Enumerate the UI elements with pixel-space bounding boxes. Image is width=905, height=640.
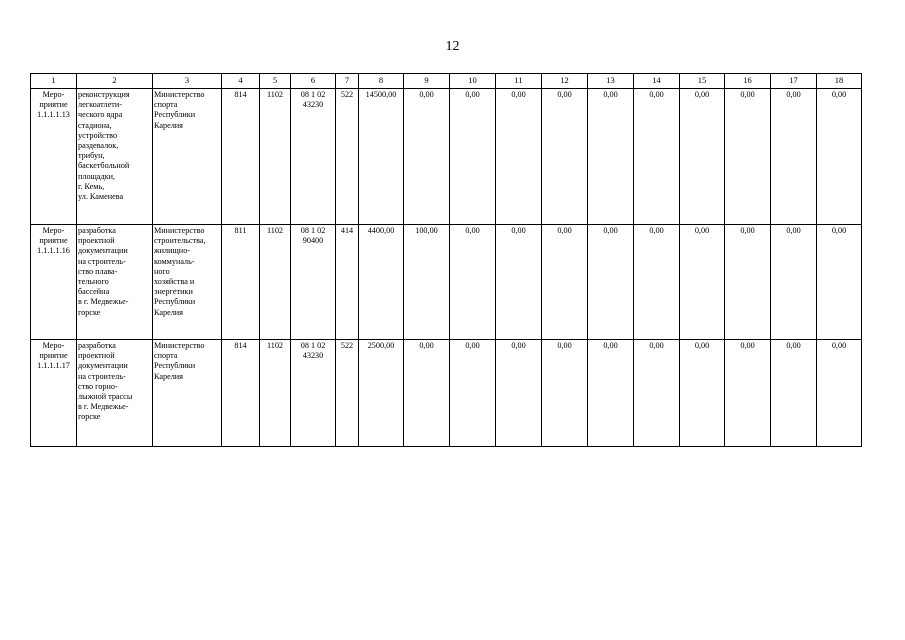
measure-id: Меро- приятие 1.1.1.1.17: [31, 340, 77, 447]
cell-col18: 0,00: [817, 340, 862, 447]
cell-col8: 4400,00: [359, 225, 404, 340]
measure-id: Меро- приятие 1.1.1.1.16: [31, 225, 77, 340]
cell-col14: 0,00: [634, 89, 680, 225]
cell-col7: 522: [336, 340, 359, 447]
cell-col13: 0,00: [588, 89, 634, 225]
measure-name: разработка проектной документации на строитель- ство горно- лыжной трассы в г. Медвежье- горске: [77, 340, 153, 447]
cell-col11: 0,00: [496, 89, 542, 225]
budget-table: [30, 73, 862, 447]
cell-col4: 811: [222, 225, 260, 340]
column-header: 4: [222, 74, 260, 89]
table-row: [31, 340, 862, 447]
column-header: 16: [725, 74, 771, 89]
executor: Министерство спорта Республики Карелия: [153, 89, 222, 225]
cell-col15: 0,00: [680, 225, 725, 340]
column-header: 7: [336, 74, 359, 89]
cell-col18: 0,00: [817, 89, 862, 225]
cell-col16: 0,00: [725, 340, 771, 447]
cell-col17: 0,00: [771, 340, 817, 447]
cell-col7: 522: [336, 89, 359, 225]
column-header: 10: [450, 74, 496, 89]
cell-col18: 0,00: [817, 225, 862, 340]
measure-name: разработка проектной документации на строитель- ство плава- тельного бассейна в г. Медвежье- горске: [77, 225, 153, 340]
column-header: 2: [77, 74, 153, 89]
cell-col12: 0,00: [542, 340, 588, 447]
cell-col9: 100,00: [404, 225, 450, 340]
measure-name: реконструкция легкоатлети- ческого ядра стадиона, устройство раздевалок, трибун, баскетбольной площадки, г. Кемь, ул. Каменева: [77, 89, 153, 225]
executor: Министерство спорта Республики Карелия: [153, 340, 222, 447]
column-header: 18: [817, 74, 862, 89]
cell-col9: 0,00: [404, 340, 450, 447]
cell-col14: 0,00: [634, 225, 680, 340]
cell-col10: 0,00: [450, 340, 496, 447]
page-number: 12: [445, 39, 460, 54]
cell-col13: 0,00: [588, 340, 634, 447]
table-row: [31, 89, 862, 225]
cell-col15: 0,00: [680, 340, 725, 447]
cell-col10: 0,00: [450, 89, 496, 225]
cell-col9: 0,00: [404, 89, 450, 225]
column-header: 12: [542, 74, 588, 89]
cell-col15: 0,00: [680, 89, 725, 225]
column-header: 1: [31, 74, 77, 89]
cell-col5: 1102: [260, 225, 291, 340]
column-header: 13: [588, 74, 634, 89]
cell-col8: 2500,00: [359, 340, 404, 447]
measure-id: Меро- приятие 1.1.1.1.13: [31, 89, 77, 225]
cell-col7: 414: [336, 225, 359, 340]
cell-col14: 0,00: [634, 340, 680, 447]
cell-col13: 0,00: [588, 225, 634, 340]
table-row: [31, 225, 862, 340]
column-header: 11: [496, 74, 542, 89]
cell-col11: 0,00: [496, 225, 542, 340]
cell-col8: 14500,00: [359, 89, 404, 225]
column-header: 8: [359, 74, 404, 89]
cell-col5: 1102: [260, 340, 291, 447]
column-header: 6: [291, 74, 336, 89]
column-header: 3: [153, 74, 222, 89]
cell-col4: 814: [222, 89, 260, 225]
cell-col12: 0,00: [542, 225, 588, 340]
cell-col11: 0,00: [496, 340, 542, 447]
cell-col10: 0,00: [450, 225, 496, 340]
cell-col6: 08 1 02 43230: [291, 89, 336, 225]
cell-col6: 08 1 02 43230: [291, 340, 336, 447]
cell-col6: 08 1 02 90400: [291, 225, 336, 340]
column-header: 9: [404, 74, 450, 89]
executor: Министерство строительства, жилищно- коммуналь- ного хозяйства и энергетики Республики Карелия: [153, 225, 222, 340]
cell-col5: 1102: [260, 89, 291, 225]
header-row: [31, 74, 862, 89]
column-header: 15: [680, 74, 725, 89]
cell-col4: 814: [222, 340, 260, 447]
column-header: 17: [771, 74, 817, 89]
cell-col12: 0,00: [542, 89, 588, 225]
cell-col16: 0,00: [725, 89, 771, 225]
column-header: 5: [260, 74, 291, 89]
cell-col17: 0,00: [771, 225, 817, 340]
cell-col17: 0,00: [771, 89, 817, 225]
cell-col16: 0,00: [725, 225, 771, 340]
column-header: 14: [634, 74, 680, 89]
